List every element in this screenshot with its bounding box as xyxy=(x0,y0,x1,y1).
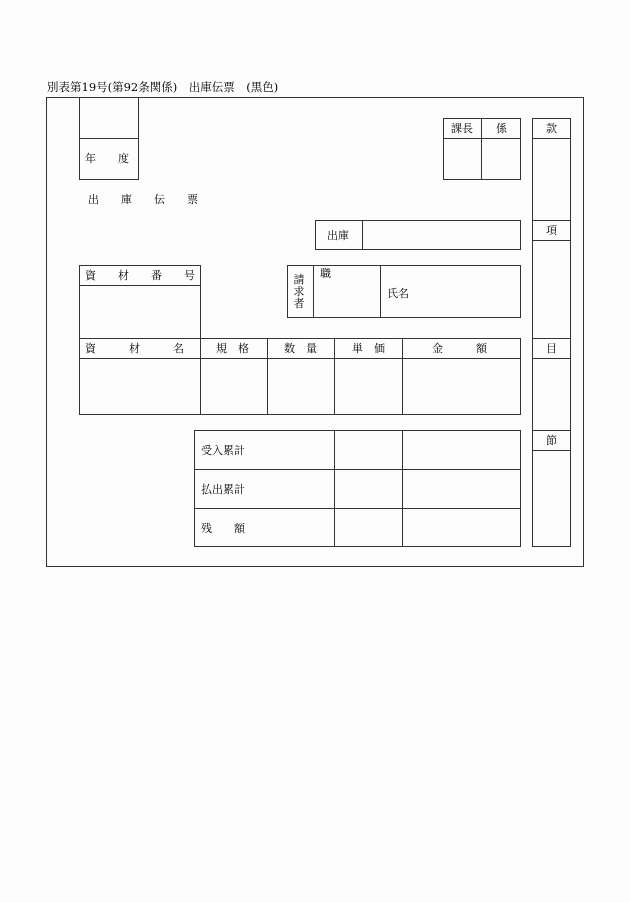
year-box-divider xyxy=(79,138,139,139)
moku-field[interactable] xyxy=(533,359,570,430)
chief-stamp-field[interactable] xyxy=(444,139,481,179)
spec-field[interactable] xyxy=(201,359,267,414)
page-title: 出 庫 伝 票 xyxy=(88,193,198,206)
amount-header: 金 額 xyxy=(432,342,487,355)
form-caption: 別表第19号(第92条関係) 出庫伝票 (黒色) xyxy=(47,80,279,94)
name-label: 氏名 xyxy=(387,287,409,300)
kou-top-divider xyxy=(532,220,571,221)
requester-label: 請求者 xyxy=(293,273,305,310)
shukko-field[interactable] xyxy=(363,221,520,249)
received-quantity-field[interactable] xyxy=(335,431,402,469)
setsu-label: 節 xyxy=(546,434,557,447)
paid-quantity-field[interactable] xyxy=(335,470,402,508)
staff-label: 係 xyxy=(496,122,507,135)
kou-field[interactable] xyxy=(533,241,570,338)
kan-field[interactable] xyxy=(533,139,570,220)
spec-header: 規 格 xyxy=(216,342,249,355)
setsu-top-divider xyxy=(532,430,571,431)
material-number-label: 資 材 番 号 xyxy=(85,269,195,282)
chief-label: 課長 xyxy=(451,122,473,135)
moku-label: 目 xyxy=(546,342,557,355)
amount-field[interactable] xyxy=(403,359,520,414)
position-field[interactable] xyxy=(314,282,380,317)
balance-amount-field[interactable] xyxy=(403,509,520,546)
staff-stamp-field[interactable] xyxy=(482,139,520,179)
position-label: 職 xyxy=(320,267,331,280)
quantity-header: 数 量 xyxy=(284,342,317,355)
balance-label: 残 額 xyxy=(201,522,245,535)
quantity-field[interactable] xyxy=(268,359,334,414)
kan-label: 款 xyxy=(546,122,557,135)
material-number-field[interactable] xyxy=(80,286,200,338)
received-total-label: 受入累計 xyxy=(201,444,245,457)
unit-price-header: 単 価 xyxy=(352,342,385,355)
material-name-field[interactable] xyxy=(80,359,200,414)
shukko-label: 出庫 xyxy=(327,229,349,242)
received-amount-field[interactable] xyxy=(403,431,520,469)
unit-price-field[interactable] xyxy=(335,359,402,414)
requester-name-divider xyxy=(380,265,381,318)
setsu-field[interactable] xyxy=(533,451,570,546)
paid-total-label: 払出累計 xyxy=(201,483,245,496)
kou-label: 項 xyxy=(546,224,557,237)
name-field[interactable] xyxy=(410,266,520,317)
material-name-header: 資 材 名 xyxy=(85,342,184,355)
balance-quantity-field[interactable] xyxy=(335,509,402,546)
moku-top-divider xyxy=(532,338,571,339)
year-label: 年 度 xyxy=(85,152,129,165)
paid-amount-field[interactable] xyxy=(403,470,520,508)
